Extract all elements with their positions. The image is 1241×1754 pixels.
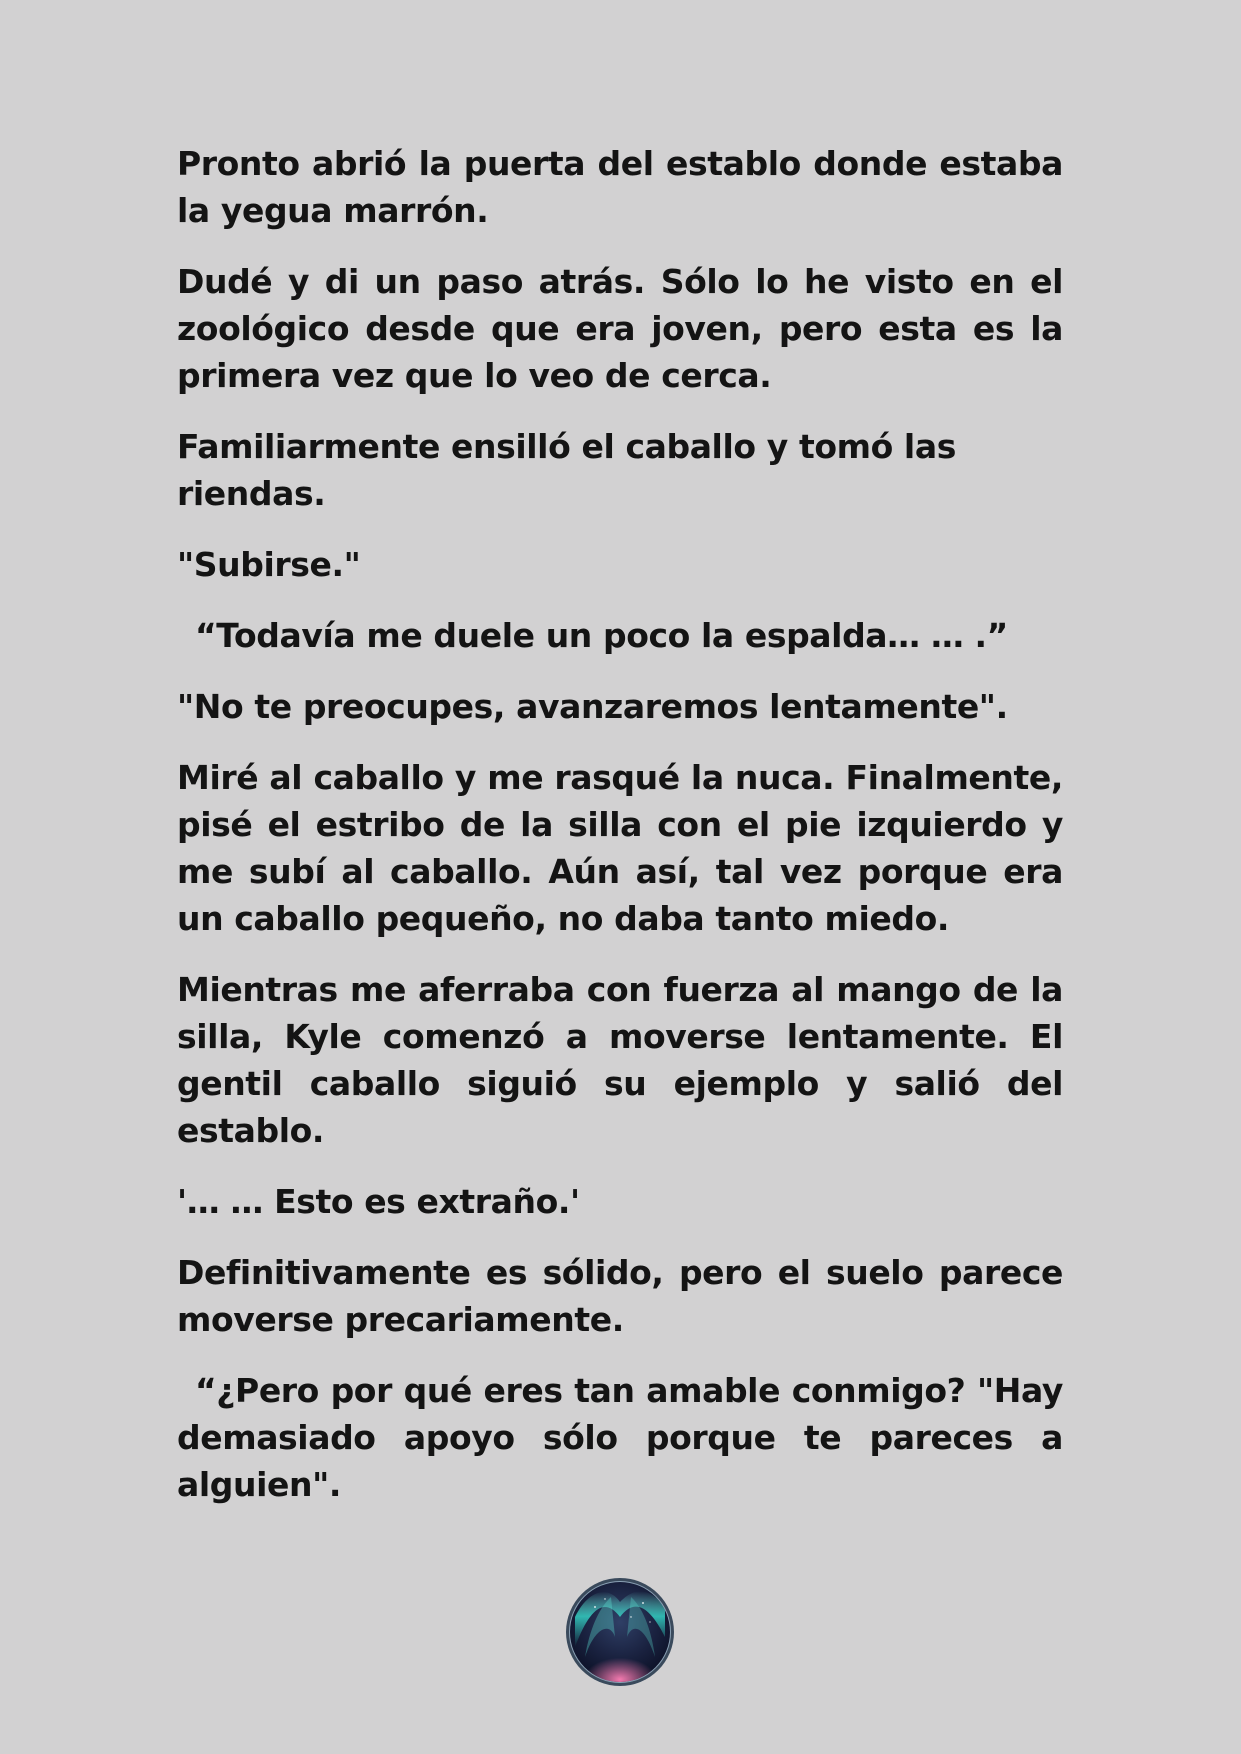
aurora-logo-icon (565, 1577, 675, 1687)
paragraph: “¿Pero por qué eres tan amable conmigo? "Hay demasiado apoyo sólo porque te pareces a alguien". (177, 1371, 1063, 1504)
paragraph: Pronto abrió la puerta del establo donde estaba la yegua marrón. (177, 144, 1063, 230)
paragraph: Definitivamente es sólido, pero el suelo parece moverse precariamente. (177, 1253, 1063, 1339)
paragraph: Dudé y di un paso atrás. Sólo lo he visto en el zoológico desde que era joven, pero esta es la primera vez que lo veo de cerca. (177, 262, 1063, 395)
paragraph: "No te preocupes, avanzaremos lentamente". (177, 687, 1008, 726)
paragraph: '… … Esto es extraño.' (177, 1182, 580, 1221)
paragraph: Mientras me aferraba con fuerza al mango de la silla, Kyle comenzó a moverse lentamente. El gentil caballo siguió su ejemplo y salió del establo. (177, 970, 1063, 1150)
paragraph: "Subirse." (177, 545, 361, 584)
paragraph: Familiarmente ensilló el caballo y tomó las riendas. (177, 427, 956, 513)
page-body (177, 140, 1063, 1532)
paragraph: “Todavía me duele un poco la espalda… … .” (195, 616, 1008, 655)
paragraph: Miré al caballo y me rasqué la nuca. Finalmente, pisé el estribo de la silla con el pie izquierdo y me subí al caballo. Aún así, tal vez porque era un caballo pequeño, no daba tanto miedo. (177, 758, 1063, 938)
